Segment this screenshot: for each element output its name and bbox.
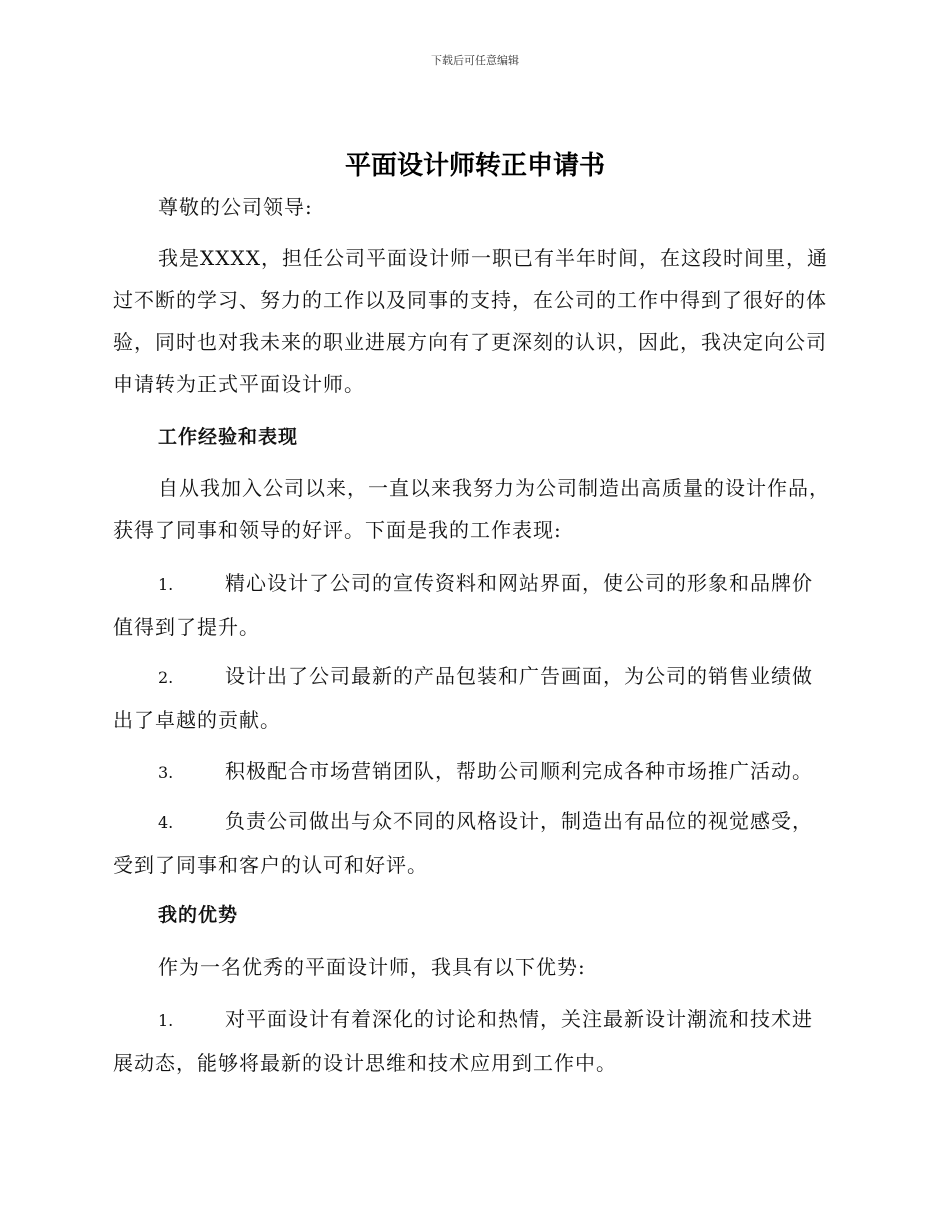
list-item-text: 积极配合市场营销团队，帮助公司顺利完成各种市场推广活动。 [225, 759, 813, 783]
list-item [113, 800, 833, 886]
list-item [113, 655, 833, 741]
salutation: 尊敬的公司领导: [158, 195, 313, 219]
list-item-text: 负责公司做出与众不同的风格设计，制造出有品位的视觉感受，受到了同事和客户的认可和好评。 [113, 809, 813, 877]
strengths-intro-paragraph: 作为一名优秀的平面设计师，我具有以下优势: [158, 955, 586, 979]
list-item-number: 1. [158, 1011, 174, 1030]
list-item [113, 998, 833, 1084]
list-item-number: 2. [158, 668, 174, 687]
experience-intro-paragraph: 自从我加入公司以来，一直以来我努力为公司制造出高质量的设计作品，获得了同事和领导的好评。下面是我的工作表现: [113, 476, 830, 542]
list-item-text: 精心设计了公司的宣传资料和网站界面，使公司的形象和品牌价值得到了提升。 [113, 571, 813, 639]
intro-paragraph: 我是XXXX，担任公司平面设计师一职已有半年时间，在这段时间里，通过不断的学习、努力的工作以及同事的支持，在公司的工作中得到了很好的体验，同时也对我未来的职业进展方向有了更深刻的认识，因此，我决定向公司申请转为正式平面设计师。 [113, 246, 828, 396]
list-item-text: 对平面设计有着深化的讨论和热情，关注最新设计潮流和技术进展动态，能够将最新的设计思维和技术应用到工作中。 [113, 1007, 813, 1075]
list-item [113, 562, 833, 648]
list-item-number: 4. [158, 813, 174, 832]
document-title: 平面设计师转正申请书 [344, 151, 605, 181]
list-item-number: 1. [158, 575, 174, 594]
list-item-text: 设计出了公司最新的产品包装和广告画面，为公司的销售业绩做出了卓越的贡献。 [113, 664, 813, 732]
section-heading-strengths: 我的优势 [158, 904, 239, 926]
list-item [113, 750, 833, 794]
section-heading-experience: 工作经验和表现 [158, 426, 299, 448]
list-item-number: 3. [158, 763, 174, 782]
page-header: 下载后可任意编辑 [431, 54, 519, 67]
